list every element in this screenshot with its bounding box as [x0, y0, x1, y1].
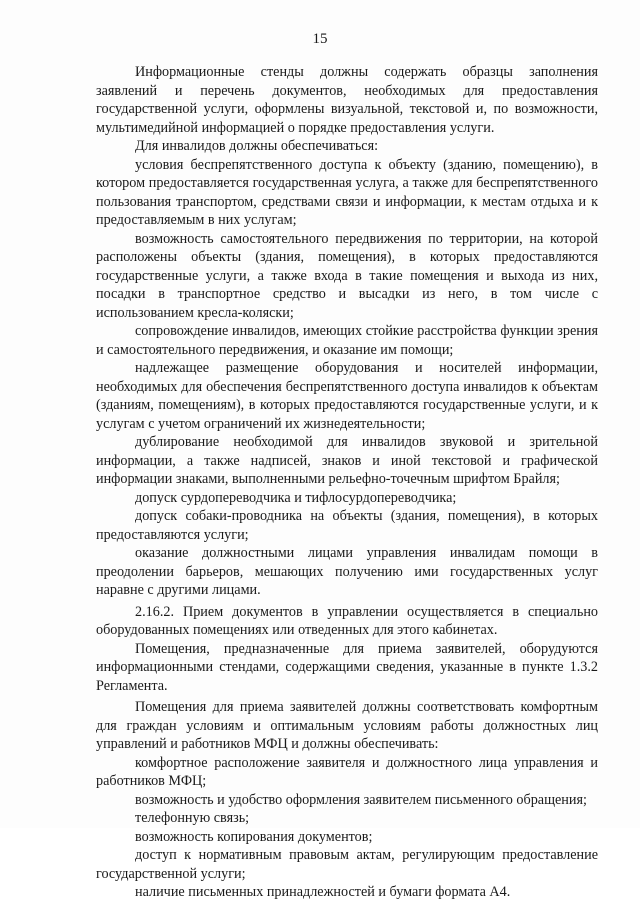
- paragraph: возможность и удобство оформления заявителем письменного обращения;: [135, 791, 587, 808]
- paragraph: оказание должностными лицами управления инвалидам помощи в преодолении барьеров, мешающих получению ими государственных услуг наравне с другими лицами.: [96, 545, 598, 598]
- paragraph: условия беспрепятственного доступа к объекту (зданию, помещению), в котором предоставляется государственная услуга, а также для беспрепятственного пользования транспортом, средствами связи и информации, к местам отдыха и к предоставляемым в них услугам;: [96, 156, 598, 228]
- document-body: [96, 63, 598, 902]
- paragraph: Помещения, предназначенные для приема заявителей, оборудуются информационными стендами, содержащими сведения, указанные в пункте 1.3.2 Регламента.: [96, 640, 598, 694]
- paragraph: Информационные стенды должны содержать образцы заполнения заявлений и перечень документов, необходимых для предоставления государственной услуги, оформлены визуальной, текстовой и, по возможности, мультимедийной информацией о порядке предоставления услуги.: [96, 64, 598, 136]
- paragraph: допуск сурдопереводчика и тифлосурдопереводчика;: [135, 489, 457, 506]
- paragraph: телефонную связь;: [135, 810, 250, 826]
- paragraph: возможность копирования документов;: [135, 828, 373, 845]
- paragraph: допуск собаки-проводника на объекты (здания, помещения), в которых предоставляются услуги;: [96, 508, 598, 543]
- paragraph: 2.16.2. Прием документов в управлении осуществляется в специально оборудованных помещениях или отведенных для этого кабинетах.: [96, 603, 598, 638]
- paragraph: сопровождение инвалидов, имеющих стойкие расстройства функции зрения и самостоятельного передвижения, и оказание им помощи;: [96, 323, 598, 358]
- paragraph: Для инвалидов должны обеспечиваться:: [135, 138, 379, 154]
- paragraph: возможность самостоятельного передвижения по территории, на которой расположены объекты (здания, помещения), в которых предоставляются государственные услуги, а также входа в такие помещения и выхода из них, посадки в транспортное средство и высадки из него, в том числе с использованием кресла-коляски;: [96, 230, 598, 321]
- page-number: 15: [312, 31, 328, 47]
- paragraph: дублирование необходимой для инвалидов звуковой и зрительной информации, а также надписей, знаков и иной текстовой и графической информации знаками, выполненными рельефно-точечным шрифтом Брайля;: [96, 434, 598, 487]
- paragraph: Помещения для приема заявителей должны соответствовать комфортным для граждан условиям и оптимальным условиям работы должностных лиц управлений и работников МФЦ и должны обеспечивать:: [96, 699, 598, 752]
- paragraph: доступ к нормативным правовым актам, регулирующим предоставление государственной услуги;: [96, 847, 598, 882]
- paragraph: комфортное расположение заявителя и должностного лица управления и работников МФЦ;: [96, 754, 598, 789]
- paragraph: надлежащее размещение оборудования и носителей информации, необходимых для обеспечения беспрепятственного доступа инвалидов к объектам (зданиям, помещениям), в которых предоставляются государственные услуги, и к услугам с учетом ограничений их жизнедеятельности;: [96, 360, 598, 432]
- paragraph: наличие письменных принадлежностей и бумаги формата А4.: [135, 884, 511, 900]
